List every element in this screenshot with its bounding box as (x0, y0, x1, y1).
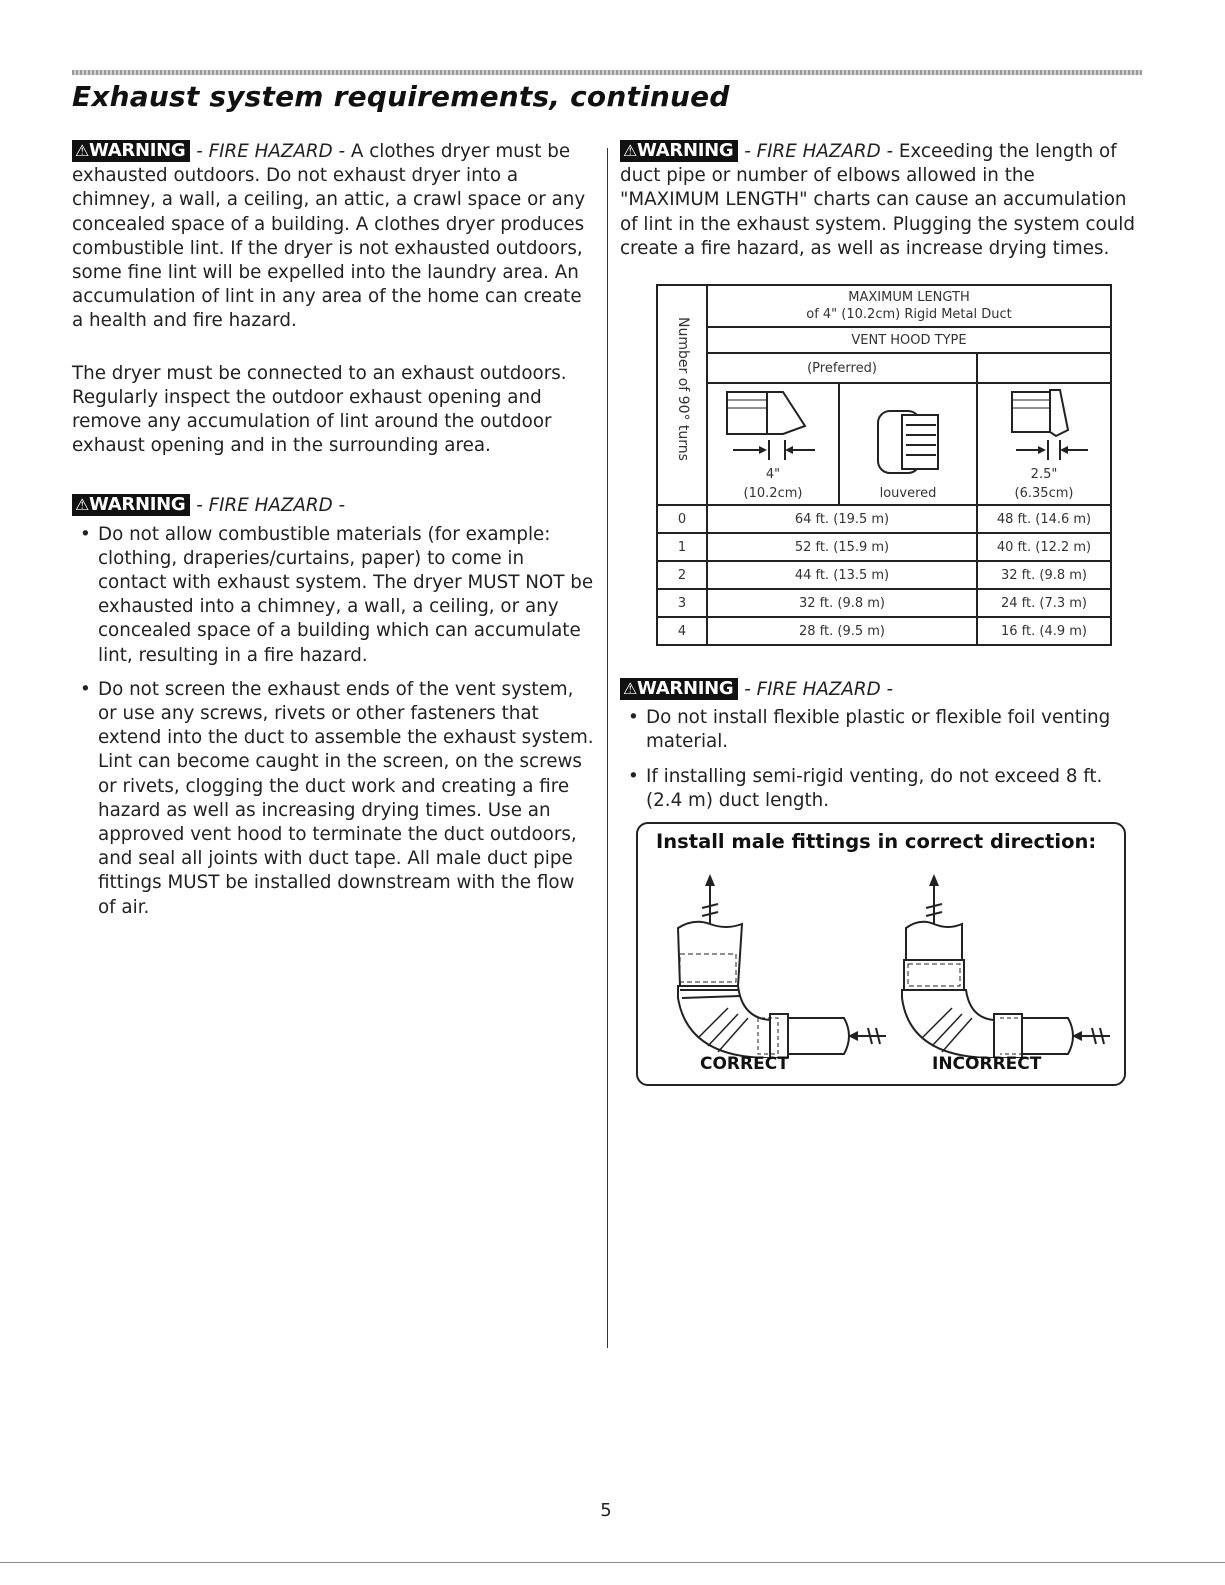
hood-cell-louvered (839, 383, 977, 505)
bullet-icon: • (80, 678, 91, 700)
hood-size-2-5in: 2.5" (1030, 467, 1058, 482)
list-item: • If installing semi-rigid venting, do not exceed 8 ft. (2.4 m) duct length. (628, 765, 1103, 811)
warning-text: A clothes dryer must be exhausted outdoors. Do not exhaust dryer into a chimney, a wall, a ceiling, an attic, a crawl space or any concealed space of a building. A clothes dryer produces combustible lint. If the dryer is not exhausted outdoors, some fine lint will be expelled into the laundry area. An accumulation of lint in any area of the home can create a health and fire hazard. (72, 141, 586, 332)
preferred-header: (Preferred) (707, 353, 977, 383)
max-length-header (707, 285, 1111, 327)
list-item: • Do not allow combustible materials (for example: clothing, draperies/curtains, paper) to come in contact with exhaust system. The dryer MUST NOT be exhausted into a chimney, a wall, a ceiling, or any concealed space of a building which can accumulate lint, resulting in a fire hazard. (80, 523, 594, 666)
vent-hood-2-5in-icon (994, 386, 1094, 466)
warning-bullets (72, 523, 596, 920)
warning-text: Exceeding the length of duct pipe or number of elbows allowed in the "MAXIMUM LENGTH" charts can cause an accumulation of lint in the exhaust system. Plugging the system could create a fire hazard, as well as increase drying times. (620, 141, 1135, 259)
vent-hood-type-header: VENT HOOD TYPE (707, 327, 1111, 353)
male-fittings-diagram (636, 822, 1126, 1086)
warning-bullets (620, 706, 1140, 813)
hazard-label: - FIRE HAZARD - (196, 495, 346, 517)
max-length-subtitle: of 4" (10.2cm) Rigid Metal Duct (806, 307, 1012, 322)
table-row (657, 505, 1111, 533)
small-length-cell: 40 ft. (12.2 m) (977, 533, 1111, 561)
bottom-rule (0, 1562, 1225, 1563)
warning-triangle-icon: ⚠ (623, 679, 638, 698)
hazard-label: - FIRE HAZARD - (744, 679, 894, 700)
left-column (72, 140, 596, 930)
warning-triangle-icon: ⚠ (75, 141, 90, 160)
correct-label: CORRECT (700, 1054, 789, 1074)
warning-badge: ⚠WARNING (72, 140, 190, 162)
exhaust-paragraph: The dryer must be connected to an exhaust outdoors. Regularly inspect the outdoor exhaust opening and remove any accumulation of lint around the outdoor exhaust opening and in the surrounding area. (72, 362, 567, 457)
hood-cell-4in (707, 383, 839, 505)
bullet-icon: • (628, 765, 639, 787)
warning-triangle-icon: ⚠ (75, 495, 90, 515)
correct-fitting-figure (658, 868, 888, 1058)
incorrect-fitting-figure (882, 868, 1112, 1058)
turns-header-cell (657, 285, 707, 505)
turns-cell: 2 (657, 561, 707, 589)
preferred-length-cell: 64 ft. (19.5 m) (707, 505, 977, 533)
warning-fire-hazard-1 (72, 140, 596, 334)
preferred-length-cell: 52 ft. (15.9 m) (707, 533, 977, 561)
bullet-icon: • (628, 707, 639, 729)
hazard-label: - FIRE HAZARD - (196, 141, 346, 162)
table-row (657, 617, 1111, 645)
turns-header: Number of 90° turns (675, 317, 691, 461)
warning-fire-hazard-2 (72, 494, 596, 919)
table-row (657, 561, 1111, 589)
warning-badge: ⚠WARNING (620, 678, 738, 700)
preferred-length-cell: 44 ft. (13.5 m) (707, 561, 977, 589)
list-item: • Do not screen the exhaust ends of the vent system, or use any screws, rivets or other fasteners that extend into the duct to assemble the exhaust system. Lint can become caught in the screen, on the screws or rivets, clogging the duct work and creating a fire hazard as well as increasing drying times. Use an approved vent hood to terminate the duct outdoors, and seal all joints with duct tape. All male duct pipe fittings MUST be installed downstream with the flow of air. (80, 678, 594, 918)
page-title: Exhaust system requirements, continued (72, 80, 730, 113)
warning-fire-hazard-3 (620, 140, 1140, 261)
turns-cell: 3 (657, 589, 707, 617)
turns-cell: 1 (657, 533, 707, 561)
warning-badge: ⚠WARNING (72, 494, 190, 516)
table-row (657, 533, 1111, 561)
preferred-length-cell: 28 ft. (9.5 m) (707, 617, 977, 645)
vent-hood-4in-icon (723, 386, 823, 466)
warning-fire-hazard-4 (620, 678, 1140, 823)
max-length-title: MAXIMUM LENGTH (848, 290, 970, 305)
right-column (620, 140, 1140, 261)
page-number: 5 (600, 1500, 612, 1521)
louvered-vent-icon (858, 405, 958, 485)
turns-cell: 4 (657, 617, 707, 645)
small-length-cell: 16 ft. (4.9 m) (977, 617, 1111, 645)
small-length-cell: 32 ft. (9.8 m) (977, 561, 1111, 589)
hood-label-louvered: louvered (879, 486, 937, 501)
diagram-title: Install male fittings in correct direction: (656, 830, 1097, 853)
table-row (657, 589, 1111, 617)
max-length-table (656, 284, 1112, 646)
warning-badge: ⚠WARNING (620, 140, 738, 162)
top-rule (72, 70, 1142, 75)
small-hood-header (977, 353, 1111, 383)
column-divider (607, 148, 608, 1348)
small-length-cell: 24 ft. (7.3 m) (977, 589, 1111, 617)
hood-size-2-5in-metric: (6.35cm) (1014, 486, 1074, 501)
preferred-length-cell: 32 ft. (9.8 m) (707, 589, 977, 617)
hood-size-4in-metric: (10.2cm) (743, 486, 803, 501)
list-item: • Do not install flexible plastic or flexible foil venting material. (628, 707, 1111, 753)
turns-cell: 0 (657, 505, 707, 533)
hood-size-4in: 4" (765, 467, 781, 482)
bullet-icon: • (80, 523, 91, 545)
warning-triangle-icon: ⚠ (623, 141, 638, 160)
small-length-cell: 48 ft. (14.6 m) (977, 505, 1111, 533)
incorrect-label: INCORRECT (932, 1054, 1042, 1074)
hood-cell-2-5in (977, 383, 1111, 505)
hazard-label: - FIRE HAZARD - (744, 141, 894, 162)
